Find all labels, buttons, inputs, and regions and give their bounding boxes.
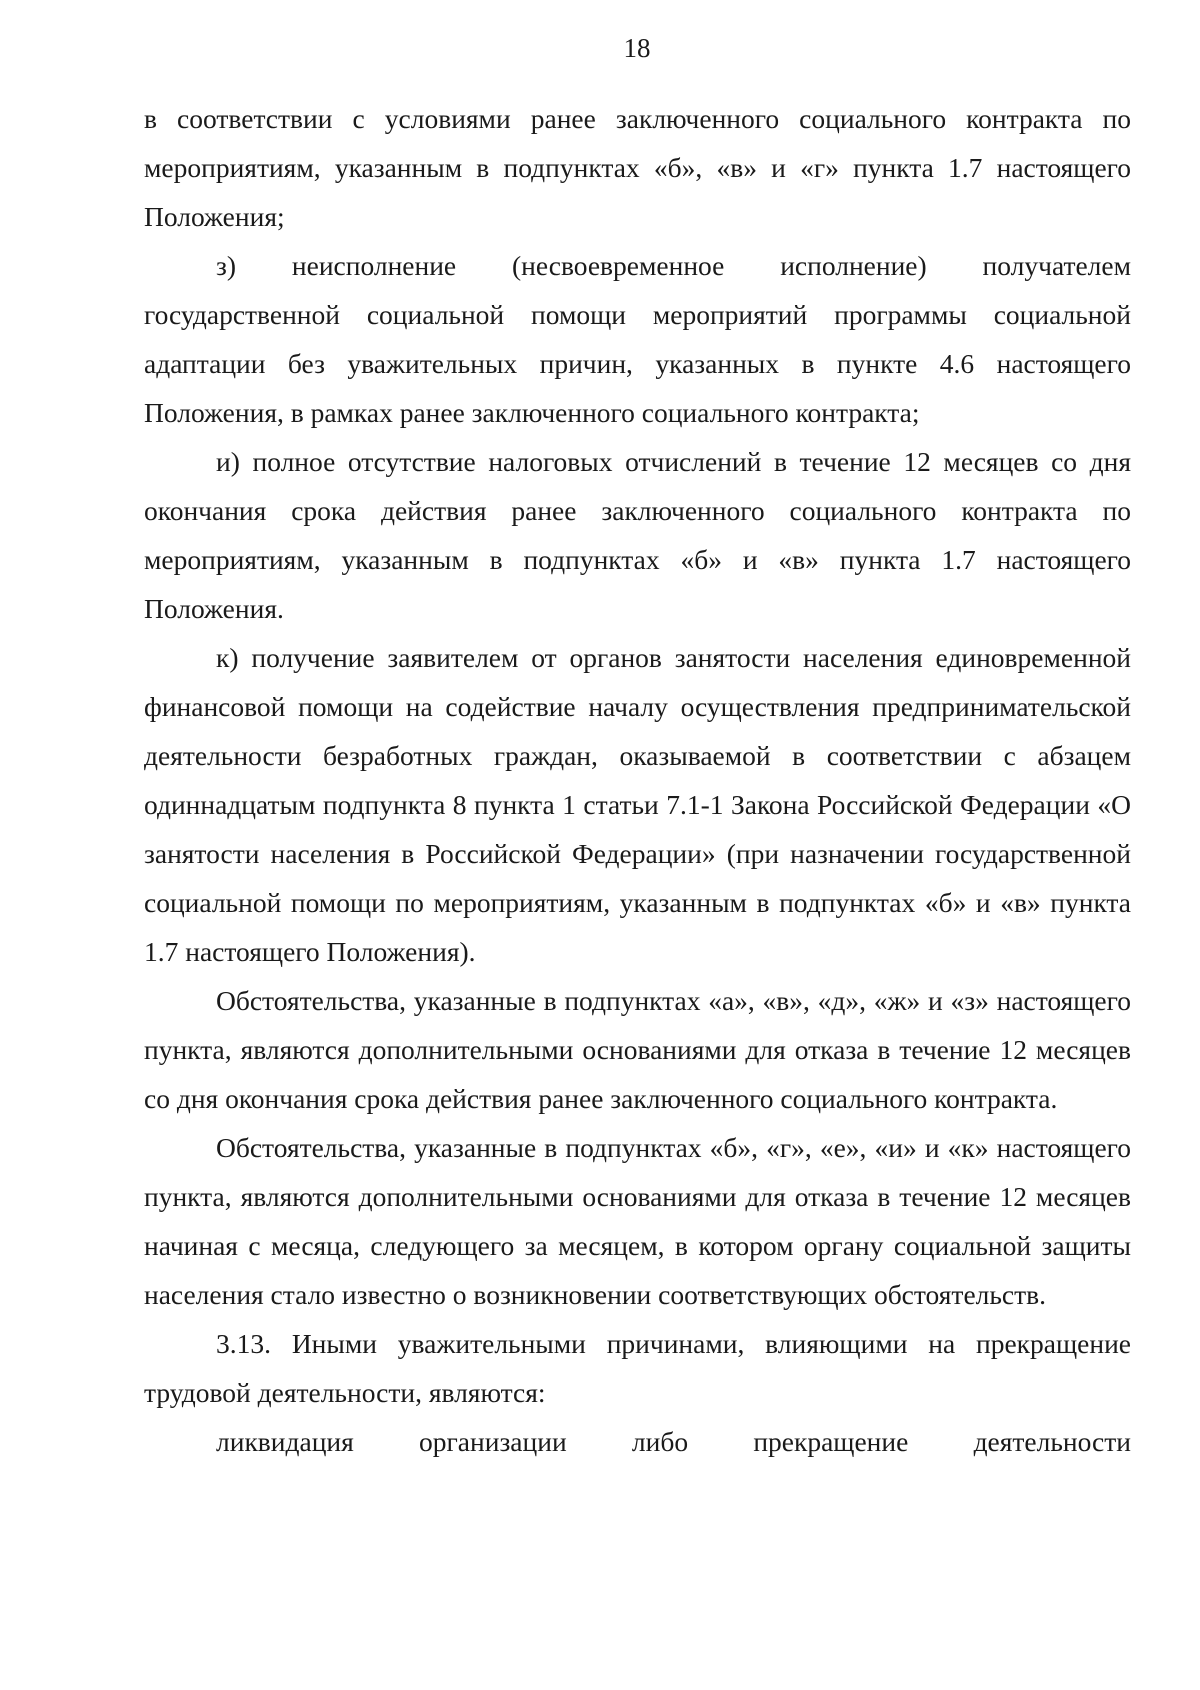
paragraph-circumstances-first: Обстоятельства, указанные в подпунктах «а», «в», «д», «ж» и «з» настоящего пункта, являются дополнительными основаниями для отказа в течение 12 месяцев со дня окончания срока действия ранее заключенного социального контракта. xyxy=(144,985,1131,1114)
paragraph-item-z: з) неисполнение (несвоевременное исполнение) получателем государственной социальной помощи мероприятий программы социальной адаптации без уважительных причин, указанных в пункте 4.6 настоящего Положения, в рамках ранее заключенного социального контракта; xyxy=(144,250,1131,428)
document-body xyxy=(144,94,1131,1466)
paragraph-section-3-13: 3.13. Иными уважительными причинами, влияющими на прекращение трудовой деятельности, являются: xyxy=(144,1328,1131,1408)
paragraph-continuation: в соответствии с условиями ранее заключенного социального контракта по мероприятиям, указанным в подпунктах «б», «в» и «г» пункта 1.7 настоящего Положения; xyxy=(144,103,1131,232)
paragraph-item-k: к) получение заявителем от органов занятости населения единовременной финансовой помощи на содействие началу осуществления предпринимательской деятельности безработных граждан, оказываемой в соответствии с абзацем одиннадцатым подпункта 8 пункта 1 статьи 7.1-1 Закона Российской Федерации «О занятости населения в Российской Федерации» (при назначении государственной социальной помощи по мероприятиям, указанным в подпунктах «б» и «в» пункта 1.7 настоящего Положения). xyxy=(144,642,1131,967)
paragraph-circumstances-second: Обстоятельства, указанные в подпунктах «б», «г», «е», «и» и «к» настоящего пункта, являются дополнительными основаниями для отказа в течение 12 месяцев начиная с месяца, следующего за месяцем, в котором органу социальной защиты населения стало известно о возникновении соответствующих обстоятельств. xyxy=(144,1132,1131,1310)
paragraph-item-i: и) полное отсутствие налоговых отчислений в течение 12 месяцев со дня окончания срока действия ранее заключенного социального контракта по мероприятиям, указанным в подпунктах «б» и «в» пункта 1.7 настоящего Положения. xyxy=(144,446,1131,624)
page-number: 18 xyxy=(623,33,651,63)
paragraph-liquidation: ликвидация организации либо прекращение деятельности xyxy=(216,1426,1131,1457)
